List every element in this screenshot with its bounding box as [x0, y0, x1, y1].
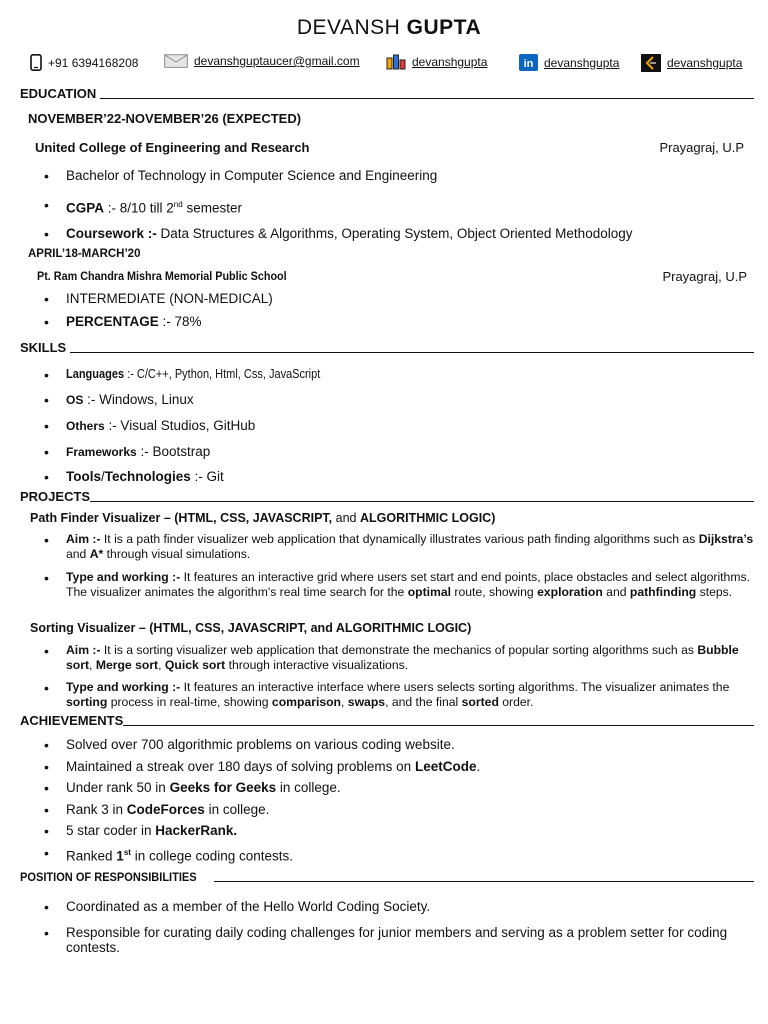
section-achievements — [20, 713, 754, 728]
section-title: PROJECTS — [20, 489, 91, 504]
project-title-1: Path Finder Visualizer – (HTML, CSS, JAVASCRIPT, and ALGORITHMIC LOGIC) — [30, 511, 496, 525]
college-location: Prayagraj, U.P — [659, 140, 744, 155]
handle1-item — [386, 54, 487, 70]
divider — [90, 501, 754, 502]
project-title-2: Sorting Visualizer – (HTML, CSS, JAVASCRIPT, and ALGORITHMIC LOGIC) — [30, 621, 472, 635]
handle3-item — [641, 54, 742, 72]
divider — [214, 881, 754, 882]
section-title: ACHIEVEMENTS — [20, 713, 124, 728]
section-title: POSITION OF RESPONSIBILITIES — [20, 870, 197, 884]
edu-period-2: APRIL’18-MARCH’20 — [28, 248, 141, 260]
divider — [70, 352, 754, 353]
handle1-link[interactable]: devanshgupta — [412, 55, 488, 69]
section-skills — [20, 340, 754, 355]
section-responsibilities — [20, 870, 754, 884]
svg-text:in: in — [523, 58, 534, 70]
linkedin-item — [519, 54, 619, 71]
bar-chart-icon — [386, 54, 406, 70]
resume-page: DEVANSH GUPTA +91 6394168208 devanshguptaucer@gmail.com devanshgupta in devanshgupta devanshgupta EDUCATION NOVEMBER’22-NOVEMBER’26 (EXPECTED) United College of Engineering and Research Prayagraj, U.P Bachelor of Technology in Computer Science and Engineering CGPA :- 8/10 till 2nd semester Coursework :- Data Structures & Algorithms, Operating System, Object Oriented Methodology APRIL’18-MARCH’20 Pt. Ram Chandra Mishra Memorial Public School Prayagraj, U.P INTERMEDIATE (NON-MEDICAL) PERCENTAGE :- 78% SKILLS Languages :- C/C++, Python, Html, Css, JavaScript OS :- Windows, Linux Others :- Visual Studios, GitHub Frameworks :- Bootstrap Tools/Technologies :- Git PROJECTS Path Finder Visualizer – (HTML, CSS, JAVASCRIPT, and ALGORITHMIC LOGIC) Aim :- It is a path finder visualizer web application that dynamically illustrates various path finding algorithms such as Dijkstra’s and A* through visual simulations. Type and working :- It features an interactive grid where users set start and end points, place obstacles and select algorithms. The visualizer animates the algorithm's real time search for the optimal route, showing exploration and pathfinding steps. Sorting Visualizer – (HTML, CSS, JAVASCRIPT, and ALGORITHMIC LOGIC) Aim :- It is a sorting visualizer web application that demonstrate the mechanics of popular sorting algorithms such as Bubble sort, Merge sort, Quick sort through interactive visualizations. Type and working :- It features an interactive interface where users selects sorting algorithms. The visualizer animates the sorting process in real-time, showing comparison, swaps, and the final sorted order. ACHIEVEMENTS Solved over 700 algorithmic problems on various coding website. Maintained a streak over 180 days of solving problems on LeetCode. Under rank 50 in Geeks for Geeks in college. Rank 3 in CodeForces in college. 5 star coder in HackerRank. Ranked 1st in college coding contests. POSITION OF RESPONSIBILITIES Coordinated as a member of the Hello World Coding Society. Responsible for curating daily coding challenges for junior members and serving as a problem setter for coding contests. — [0, 0, 768, 1024]
phone-icon — [30, 54, 42, 71]
section-title: EDUCATION — [20, 86, 97, 101]
divider — [100, 98, 754, 99]
linkedin-icon — [519, 54, 538, 71]
phone-number: +91 6394168208 — [48, 55, 139, 70]
edu-period-1: NOVEMBER’22-NOVEMBER’26 (EXPECTED) — [28, 111, 302, 126]
mail-icon — [164, 54, 188, 68]
divider — [123, 725, 754, 726]
phone-item — [30, 54, 138, 71]
college-name: United College of Engineering and Research — [35, 140, 310, 155]
candidate-name: DEVANSH GUPTA — [296, 16, 482, 39]
email-item — [164, 54, 360, 68]
school-name: Pt. Ram Chandra Mishra Memorial Public School — [37, 269, 287, 283]
linkedin-link[interactable]: devanshgupta — [544, 55, 620, 70]
section-education — [20, 86, 754, 101]
section-projects — [20, 489, 754, 504]
contact-row — [28, 54, 748, 74]
section-title: SKILLS — [20, 340, 67, 355]
handle3-link[interactable]: devanshgupta — [667, 56, 743, 70]
school-location: Prayagraj, U.P — [662, 269, 747, 284]
leetcode-icon — [641, 54, 661, 72]
email-link[interactable]: devanshguptaucer@gmail.com — [194, 54, 360, 68]
